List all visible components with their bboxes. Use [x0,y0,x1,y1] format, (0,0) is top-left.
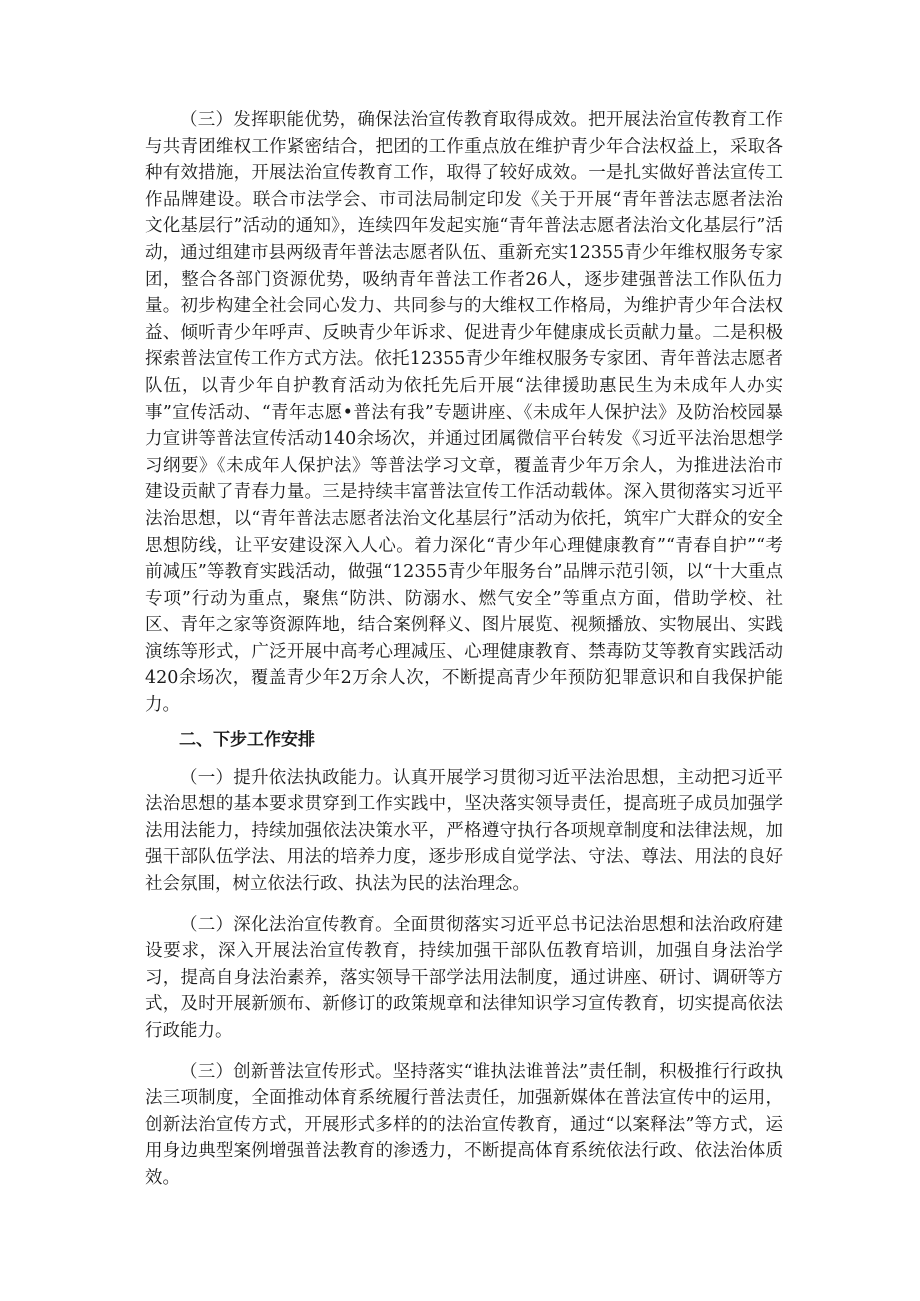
paragraph-legal-publicity-results: （三）发挥职能优势，确保法治宣传教育取得成效。把开展法治宣传教育工作与共青团维权工作紧密结合，把团的工作重点放在维护青少年合法权益上，采取各种有效措施，开展法治宣传教育工作，取得了较好成效。一是扎实做好普法宣传工作品牌建设。联合市法学会、市司法局制定印发《关于开展“青年普法志愿者法治文化基层行”活动的通知》，连续四年发起实施“青年普法志愿者法治文化基层行”活动，通过组建市县两级青年普法志愿者队伍、重新充实12355青少年维权服务专家团，整合各部门资源优势，吸纳青年普法工作者26人，逐步建强普法工作队伍力量。初步构建全社会同心发力、共同参与的大维权工作格局，为维护青少年合法权益、倾听青少年呼声、反映青少年诉求、促进青少年健康成长贡献力量。二是积极探索普法宣传工作方式方法。依托12355青少年维权服务专家团、青年普法志愿者队伍，以青少年自护教育活动为依托先后开展“法律援助惠民生为未成年人办实事”宣传活动、“青年志愿•普法有我”专题讲座、《未成年人保护法》及防治校园暴力宣讲等普法宣传活动140余场次，并通过团属微信平台转发《习近平法治思想学习纲要》《未成年人保护法》等普法学习文章，覆盖青少年万余人，为推进法治市建设贡献了青春力量。三是持续丰富普法宣传工作活动载体。深入贯彻落实习近平法治思想，以“青年普法志愿者法治文化基层行”活动为依托，筑牢广大群众的安全思想防线，让平安建设深入人心。着力深化“青少年心理健康教育”“青春自护”“考前减压”等教育实践活动，做强“12355青少年服务台”品牌示范引领，以“十大重点专项”行动为重点，聚焦“防洪、防溺水、燃气安全”等重点方面，借助学校、社区、青年之家等资源阵地，结合案例释义、图片展览、视频播放、实物展出、实践演练等形式，广泛开展中高考心理减压、心理健康教育、禁毒防艾等教育实践活动420余场次，覆盖青少年2万余人次，不断提高青少年预防犯罪意识和自我保护能力。 [145,110,783,716]
section-heading-next-steps: 二、下步工作安排 [179,729,315,750]
paragraph-deepen-legal-education: （二）深化法治宣传教育。全面贯彻落实习近平总书记法治思想和法治政府建设要求，深入开展法治宣传教育，持续加强干部队伍教育培训，加强自身法治学习，提高自身法治素养，落实领导干部学法用法制度，通过讲座、研讨、调研等方式，及时开展新颁布、新修订的政策规章和法律知识学习宣传教育，切实提高依法行政能力。 [145,914,783,1041]
paragraph-law-based-governance: （一）提升依法执政能力。认真开展学习贯彻习近平法治思想，主动把习近平法治思想的基本要求贯穿到工作实践中，坚决落实领导责任，提高班子成员加强学法用法能力，持续加强依法决策水平，严格遵守执行各项规章制度和法律法规，加强干部队伍学法、用法的培养力度，逐步形成自觉学法、守法、尊法、用法的良好社会氛围，树立依法行政、执法为民的法治理念。 [145,767,783,895]
paragraph-innovate-publicity-forms: （三）创新普法宣传形式。坚持落实“谁执法谁普法”责任制，积极推行行政执法三项制度，全面推动体育系统履行普法责任，加强新媒体在普法宣传中的运用，创新法治宣传方式，开展形式多样的的法治宣传教育，通过“以案释法”等方式，运用身边典型案例增强普法教育的渗透力，不断提高体育系统依法行政、依法治体质效。 [145,1061,783,1188]
document-body [145,107,783,1192]
